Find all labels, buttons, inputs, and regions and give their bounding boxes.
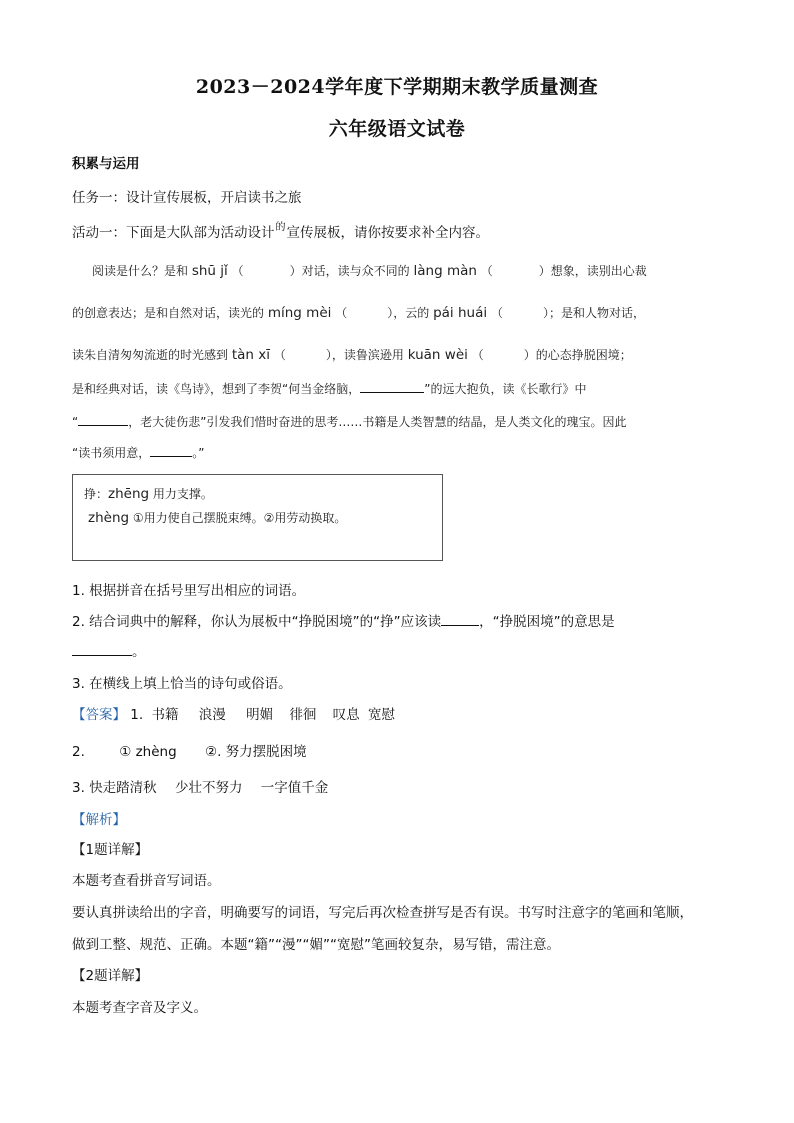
dict-definition: ①用力使自己摆脱束缚。②用劳动换取。 [132,511,347,525]
answer-item: 徘徊 [289,707,317,723]
dict-pinyin: zhèng [88,510,130,526]
question-text: 2. 结合词典中的解释，你认为展板中“挣脱困境”的“挣”应该读 [72,614,442,630]
question-text: ，“挣脱困境”的意思是 [479,614,615,630]
detail-1-para-2: 要认真拼读给出的字音，明确要写的词语，写完后再次检查拼写是否有误。书写时注意字的笔画和笔顺， [72,905,693,921]
task-line: 任务一：设计宣传展板，开启读书之旅 [72,190,302,206]
paren-close: ） [542,306,549,320]
activity-sup: 的 [275,222,286,233]
answer-item: 浪漫 [198,707,226,723]
answer-3 [72,776,328,796]
answer-item: 快走踏清秋 [89,780,157,796]
answer-number: 2. [72,744,85,760]
passage-line-3 [72,346,632,363]
pinyin: kuān wèi [407,347,468,363]
detail-1-para-1: 本题考查看拼音写词语。 [72,873,221,889]
answer-number: 3. [72,780,85,796]
blank-line[interactable] [360,380,424,393]
passage-line-1 [92,262,647,279]
paren-close: ） [325,348,332,362]
page-subtitle: 六年级语文试卷 [328,118,466,140]
question-2 [72,610,615,630]
blank-line[interactable] [72,643,132,656]
pinyin: shū jǐ [191,263,228,279]
paren-open: （ [231,264,244,278]
passage-text: ，老大徒伤悲”引发我们惜时奋进的思考……书籍是人类智慧的结晶，是人类文化的瑰宝。因此 [128,415,627,429]
activity-text-pre: 活动一：下面是大队部为活动设计 [72,225,275,241]
answer-item: 书籍 [151,707,179,723]
passage-line-4 [72,380,586,397]
page-title: 2023－2024学年度下学期期末教学质量测查 [195,76,599,98]
passage-text: 的心态挣脱困境； [535,348,632,362]
detail-2-label: 【2题详解】 [72,968,149,984]
passage-text: “ [72,415,79,429]
passage-text: 的创意表达；是和自然对话，读光的 [72,306,265,320]
passage-line-6 [72,444,204,461]
paren-open: （ [335,306,348,320]
question-2-cont [72,640,146,660]
passage-text: 想象，读别出心裁 [550,264,647,278]
paren-close: ） [523,348,536,362]
paren-open: （ [480,264,493,278]
answer-item: 宽慰 [367,707,395,723]
passage-text: 是和经典对话，读《鸟诗》，想到了李贺“何当金络脑， [72,382,361,396]
dictionary-line-2 [88,509,346,526]
blank-line[interactable] [78,413,128,426]
answer-mark: ① [119,744,132,760]
paren-close: ） [538,264,551,278]
passage-text: 。” [192,446,205,460]
passage-line-5 [72,413,626,430]
question-text: 。 [132,644,146,660]
passage-text: ；是和人物对话， [548,306,645,320]
paren-open: （ [471,348,484,362]
answer-item: zhèng [135,744,177,760]
answer-item: . 努力摆脱困境 [217,744,307,760]
dict-char: 挣： [84,487,109,501]
answer-item: 叹息 [332,707,360,723]
answer-item: 少壮不努力 [174,780,243,796]
activity-line [72,221,489,241]
answer-number: 1. [130,707,144,723]
detail-1-para-3: 做到工整、规范、正确。本题“籍”“漫”“媚”“宽慰”笔画较复杂，易写错，需注意。 [72,937,560,953]
question-1: 1. 根据拼音在括号里写出相应的词语。 [72,583,306,599]
passage-text: “读书须用意， [72,446,151,460]
passage-text: ”的远大抱负，读《长歌行》中 [424,382,587,396]
pinyin: làng màn [413,263,477,279]
answer-label: 【答案】 [72,707,126,723]
pinyin: míng mèi [267,305,332,321]
pinyin: pái huái [433,305,488,321]
analysis-label: 【解析】 [72,812,126,828]
answer-item: 明媚 [246,707,274,723]
blank-line[interactable] [150,444,192,457]
paren-open: （ [273,348,286,362]
passage-line-2 [72,304,645,321]
question-3: 3. 在横线上填上恰当的诗句或俗语。 [72,676,292,692]
answer-item: 一字值千金 [260,780,329,796]
passage-text: 读朱自清匆匆流逝的时光感到 [72,348,229,362]
passage-text: 阅读是什么？是和 [92,264,189,278]
passage-text: 对话，读与众不同的 [301,264,410,278]
dict-definition: 用力支撑。 [152,487,213,501]
dict-pinyin: zhēng [108,486,150,502]
detail-1-label: 【1题详解】 [72,842,149,858]
passage-text: ，读鲁滨逊用 [331,348,404,362]
pinyin: tàn xī [231,347,270,363]
section-heading: 积累与运用 [72,156,140,172]
answer-2 [72,740,307,760]
paren-open: （ [490,306,503,320]
activity-text-post: 宣传展板，请你按要求补全内容。 [286,225,489,241]
dictionary-line-1 [84,485,213,502]
answer-mark: ② [204,744,218,760]
detail-2-para-1: 本题考查字音及字义。 [72,1000,207,1016]
paren-close: ） [387,306,394,320]
paren-close: ） [289,264,302,278]
blank-line[interactable] [441,613,479,626]
answer-1 [72,703,395,723]
passage-text: ，云的 [393,306,430,320]
